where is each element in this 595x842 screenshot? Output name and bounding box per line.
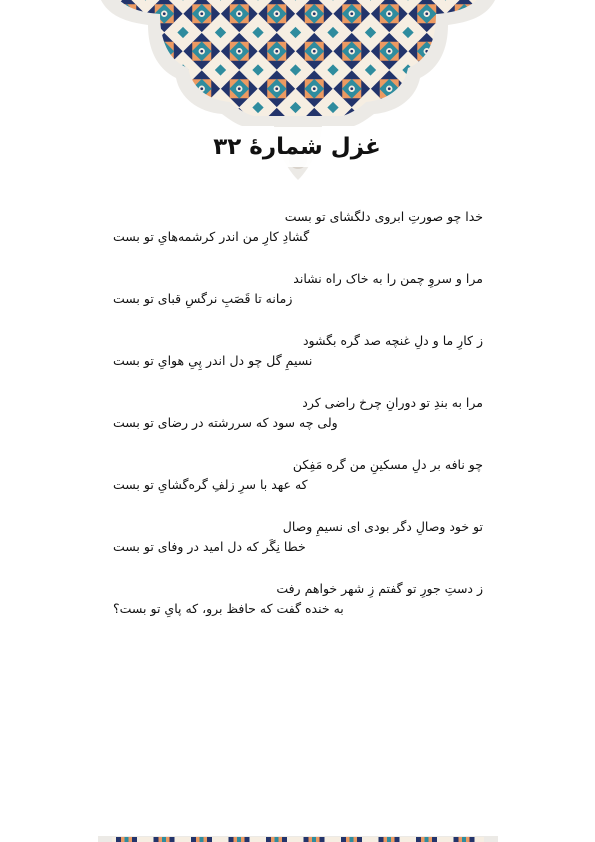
- hemistich-first: چو نافه بر دلِ مسکینِ من گره مَفِکن: [292, 457, 483, 472]
- page-title: غزل شمارهٔ ۳۲: [213, 134, 381, 160]
- beyt: [113, 517, 483, 579]
- hemistich-first: مرا و سروِ چمن را به خاک راه نشاند: [293, 271, 483, 286]
- hemistich-first: تو خود وصالِ دگر بودی ای نسیمِ وصال: [282, 519, 483, 534]
- hemistich-second: زمانه تا قَصَبِ نرگسِ قبای تو بست: [113, 291, 293, 306]
- hemistich-second: نسیمِ گل چو دل اندر پِیِ هوایِ تو بست: [113, 353, 313, 368]
- hemistich-second: به خنده گفت که حافظ برو، که پایِ تو بست؟: [113, 601, 344, 616]
- hemistich-second: گشادِ کارِ من اندر کرشمه‌هایِ تو بست: [113, 229, 310, 244]
- poem: [113, 207, 483, 641]
- hemistich-first: مرا به بندِ تو دورانِ چرخ راضی کرد: [302, 395, 483, 410]
- beyt: [113, 455, 483, 517]
- hemistich-second: ولی چه سود که سررشته در رضای تو بست: [113, 415, 338, 430]
- beyt: [113, 393, 483, 455]
- hemistich-first: ز کارِ ما و دلِ غنچه صد گره بگشود: [302, 333, 483, 348]
- footer-ornament: [98, 836, 498, 842]
- beyt: [113, 579, 483, 641]
- beyt: [113, 269, 483, 331]
- beyt: [113, 331, 483, 393]
- title-bar: [112, 127, 482, 167]
- hemistich-second: که عهد با سرِ زلفِ گره‌گشایِ تو بست: [113, 477, 308, 492]
- beyt: [113, 207, 483, 269]
- hemistich-second: خطا نِگَر که دل امید در وفای تو بست: [113, 539, 306, 554]
- hemistich-first: خدا چو صورتِ ابروی دلگشای تو بست: [284, 209, 483, 224]
- hemistich-first: ز دستِ جورِ تو گفتم زِ شهر خواهم رفت: [276, 581, 483, 596]
